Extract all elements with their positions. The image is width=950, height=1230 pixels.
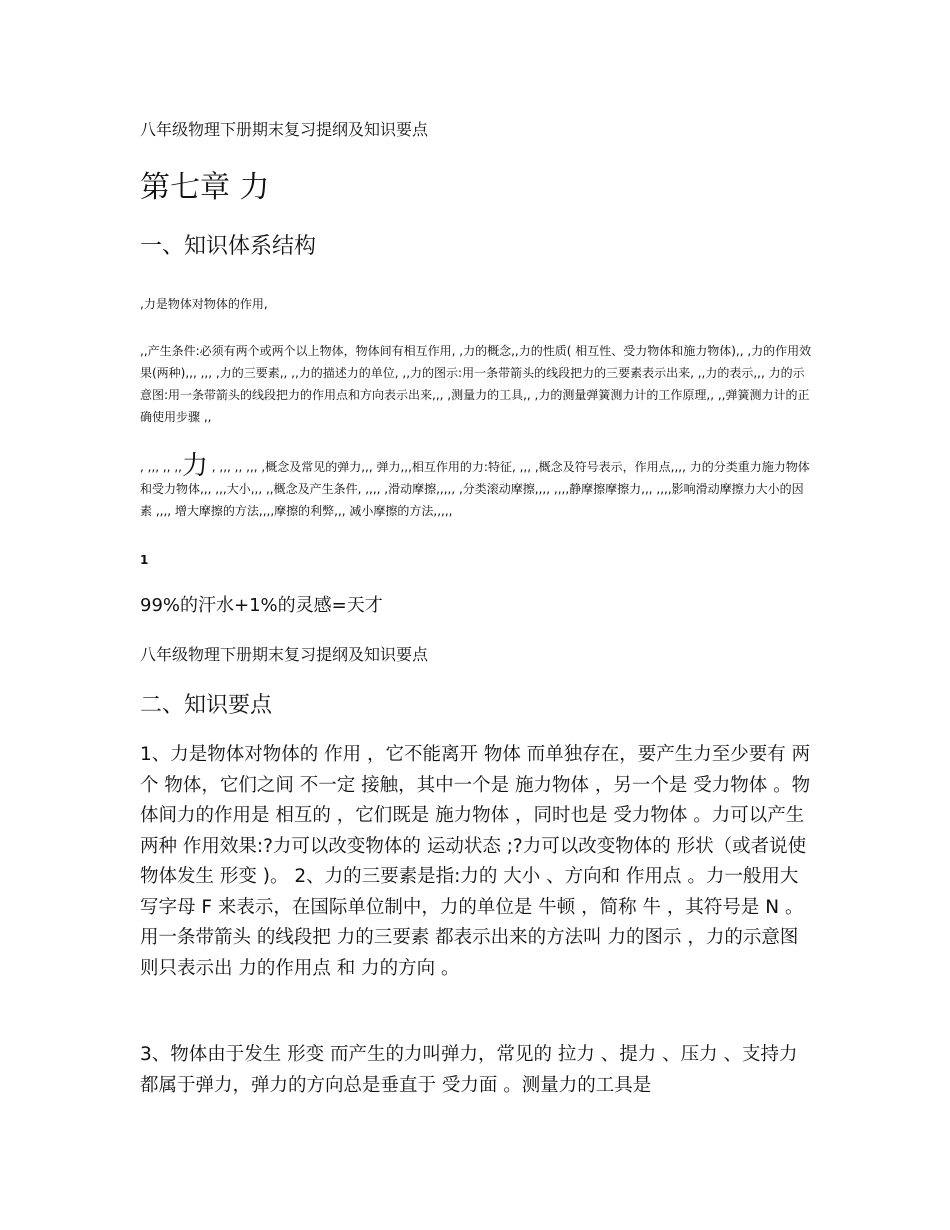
key-point-paragraph-1: 1、力是物体对物体的 作用 ，它不能离开 物体 而单独存在，要产生力至少要有 两个 物体，它们之间 不一定 接触，其中一个是 施力物体 ，另一个是 受力物体 。物体间力的作用是 相互的 ，它们既是 施力物体 ，同时也是 受力物体 。力可以产生 两种 作用效果:?力可以改变物体的 运动状态 ;?力可以改变物体的 形状（或者说使物体发生 形变 )。 2、力的三要素是指:力的 大小 、方向和 作用点 。力一般用大写字母 F 来表示，在国际单位制中，力的单位是 牛顿 ，简称 牛 ，其符号是 N 。用一条带箭头 的线段把 力的三要素 都表示出来的方法叫 力的图示 ，力的示意图则只表示出 力的作用点 和 力的方向 。 — [140, 744, 811, 979]
structure-line-1: ,力是物体对物体的作用, — [140, 297, 268, 311]
section-title-structure: 一、知识体系结构 — [140, 234, 317, 259]
structure-paragraph-2: ,,产生条件:必须有两个或两个以上物体，物体间有相互作用, ,力的概念,,力的性质( 相互性、受力物体和施力物体),, ,力的作用效果(两种),,, ,,, ,力的三要素,, ,,力的描述力的单位, ,,力的图示:用一条带箭头的线段把力的三要素表示出来, ,,力的表示,,, 力的示意图:用一条带箭头的线段把力的作用点和方向表示出来,,, ,测量力的工具,, ,力的测量弹簧测力计的工作原理,, ,,弹簧测力计的正确使用步骤 ,, — [140, 344, 812, 424]
document-header-page2: 八年级物理下册期末复习提纲及知识要点 — [140, 645, 429, 664]
section-title-key-points: 二、知识要点 — [140, 693, 273, 718]
structure-big-force-char: 力 — [181, 451, 208, 481]
key-point-paragraph-3: 3、物体由于发生 形变 而产生的力叫弹力，常见的 拉力 、提力 、压力 、支持力 都属于弹力，弹力的方向总是垂直于 受力面 。测量力的工具是 — [140, 1044, 804, 1096]
structure-para3-rest: , ,,, ,, ,,, ,概念及常见的弹力,,, 弹力,,,相互作用的力:特征, ,,, ,概念及符号表示，作用点,,,, 力的分类重力施力物体和受力物体,,, ,,,大小,,, ,,概念及产生条件, ,,,, ,滑动摩擦,,,,, ,分类滚动摩擦,,,, ,,,,静摩擦摩擦力,,, ,,,,影响滑动摩擦力大小的因素 ,,,, 增大摩擦的方法,,,,摩擦的利弊,,, 减小摩擦的方法,,,,, — [140, 460, 810, 518]
motto-footer: 99%的汗水+1%的灵感=天才 — [140, 595, 383, 616]
structure-paragraph-3 — [140, 451, 812, 522]
page-number: 1 — [140, 553, 149, 567]
document-header: 八年级物理下册期末复习提纲及知识要点 — [140, 120, 429, 139]
structure-para3-prefix: , ,,, ,, ,, — [140, 460, 182, 474]
chapter-title: 第七章 力 — [140, 170, 270, 205]
